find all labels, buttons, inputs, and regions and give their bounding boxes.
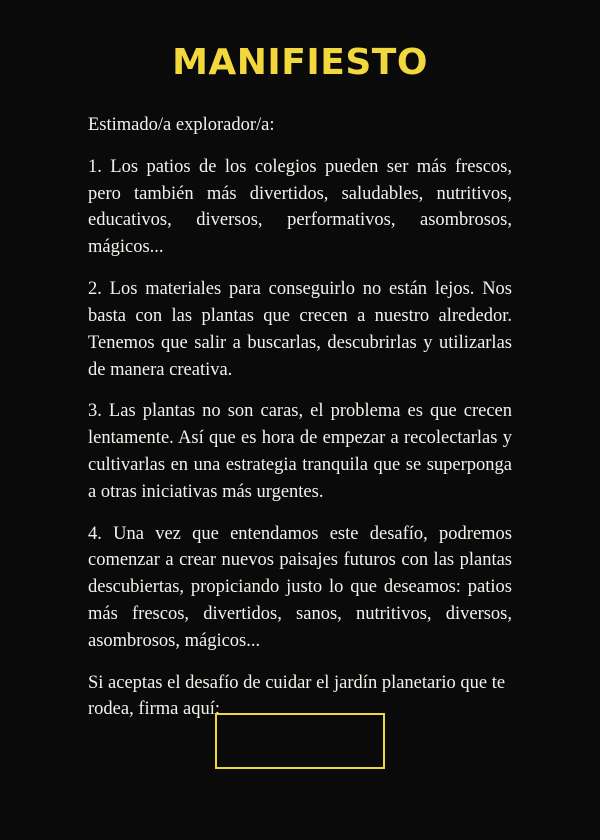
manifesto-paragraph-3: 3. Las plantas no son caras, el problema es que crecen lentamente. Así que es hora de empezar a recolectarlas y cultivarlas en una estrategia tranquila que se superponga a otras iniciativas más urgentes. [88, 401, 512, 502]
signature-area [0, 713, 600, 769]
manifesto-paragraph-2: 2. Los materiales para conseguirlo no están lejos. Nos basta con las plantas que crecen a nuestro alrededor. Tenemos que salir a buscarlas, descubrirlas y utilizarlas de manera creativa. [88, 279, 512, 380]
manifesto-body [88, 112, 512, 723]
manifesto-paragraph-1: 1. Los patios de los colegios pueden ser más frescos, pero también más divertidos, saludables, nutritivos, educativos, diversos, performativos, asombrosos, mágicos... [88, 156, 512, 258]
manifesto-paragraph-4: 4. Una vez que entendamos este desafío, podremos comenzar a crear nuevos paisajes futuros con las plantas descubiertas, propiciando justo lo que deseamos: patios más frescos, divertidos, sanos, nutritivos, diversos, asombrosos, mágicos... [88, 523, 512, 651]
closing-text: Si aceptas el desafío de cuidar el jardín planetario que te rodea, firma aquí: [88, 672, 506, 720]
page-title: MANIFIESTO [172, 42, 428, 83]
salutation: Estimado/a explorador/a: [88, 115, 275, 135]
signature-input[interactable] [215, 713, 385, 769]
